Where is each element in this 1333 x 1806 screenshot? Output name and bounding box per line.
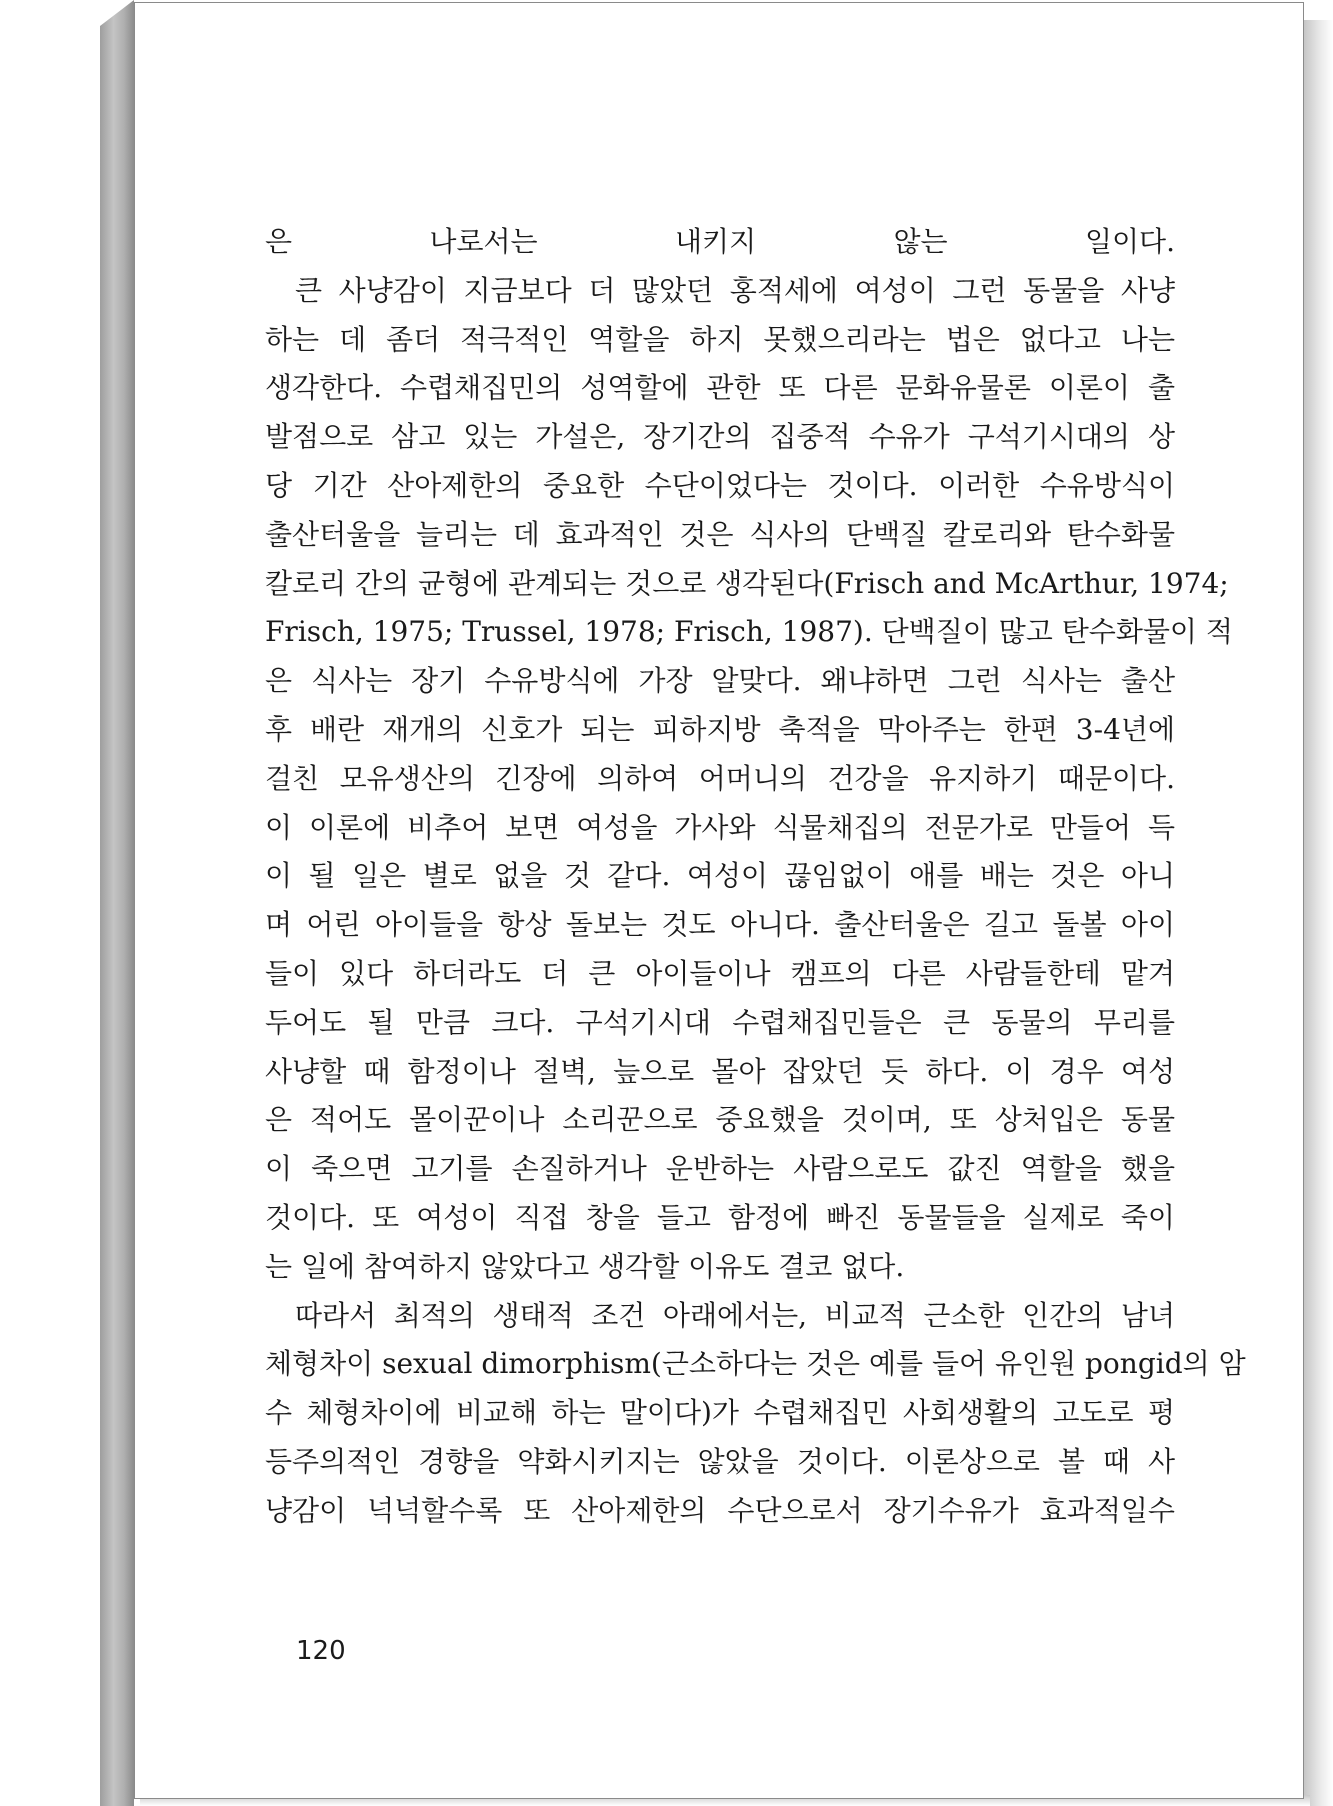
text-line: 은 나로서는 내키지 않는 일이다. [265,225,1175,258]
text-line: 발점으로 삼고 있는 가설은, 장기간의 집중적 수유가 구석기시대의 상 [265,420,1175,454]
text-line: 들이 있다 하더라도 더 큰 아이들이나 캠프의 다른 사람들한테 맡겨 [265,956,1175,990]
text-line: 는 일에 참여하지 않았다고 생각할 이유도 결코 없다. [265,1249,905,1283]
text-line: 수 체형차이에 비교해 하는 말이다)가 수렵채집민 사회생활의 고도로 평 [265,1396,1175,1430]
text-line: 것이다. 또 여성이 직접 창을 들고 함정에 빠진 동물들을 실제로 죽이 [265,1200,1175,1234]
text-line: 은 식사는 장기 수유방식에 가장 알맞다. 왜냐하면 그런 식사는 출산 [265,664,1175,698]
text-line: 당 기간 산아제한의 중요한 수단이었다는 것이다. 이러한 수유방식이 [265,468,1175,502]
text-line: 체형차이 sexual dimorphism(근소하다는 것은 예를 들어 유인원 pongid의 암 [265,1347,1246,1381]
page-shadow-right [1300,20,1333,1806]
text-line: 은 적어도 몰이꾼이나 소리꾼으로 중요했을 것이며, 또 상처입은 동물 [265,1103,1175,1137]
text-line: 따라서 최적의 생태적 조건 아래에서는, 비교적 근소한 인간의 남녀 [295,1298,1175,1332]
text-line: 두어도 될 만큼 크다. 구석기시대 수렵채집민들은 큰 동물의 무리를 [265,1005,1175,1039]
text-line: 이 될 일은 별로 없을 것 같다. 여성이 끊임없이 애를 배는 것은 아니 [265,859,1175,893]
text-line: 등주의적인 경향을 약화시키지는 않았을 것이다. 이론상으로 볼 때 사 [265,1444,1175,1478]
text-line: 후 배란 재개의 신호가 되는 피하지방 축적을 막아주는 한편 3-4년에 [265,712,1175,746]
page-body-text [265,218,1246,1536]
text-line: 생각한다. 수렵채집민의 성역할에 관한 또 다른 문화유물론 이론이 출 [265,371,1175,405]
text-line: 이 죽으면 고기를 손질하거나 운반하는 사람으로도 값진 역할을 했을 [265,1152,1175,1186]
text-line: 큰 사냥감이 지금보다 더 많았던 홍적세에 여성이 그런 동물을 사냥 [295,273,1175,307]
page-number: 120 [296,1636,346,1666]
text-line: 하는 데 좀더 적극적인 역할을 하지 못했으리라는 법은 없다고 나는 [265,322,1175,356]
text-line: 걸친 모유생산의 긴장에 의하여 어머니의 건강을 유지하기 때문이다. [265,761,1175,795]
text-line: 이 이론에 비추어 보면 여성을 가사와 식물채집의 전문가로 만들어 득 [265,810,1175,844]
text-line: 사냥할 때 함정이나 절벽, 늪으로 몰아 잡았던 듯 하다. 이 경우 여성 [265,1054,1175,1088]
book-spine-edge [100,0,134,1806]
book-spine-corner [100,0,134,26]
text-line: 출산터울을 늘리는 데 효과적인 것은 식사의 단백질 칼로리와 탄수화물 [265,517,1175,551]
text-line: 냥감이 넉넉할수록 또 산아제한의 수단으로서 장기수유가 효과적일수 [265,1493,1175,1527]
text-line: 칼로리 간의 균형에 관계되는 것으로 생각된다(Frisch and McArthur, 1974; [265,566,1229,600]
text-line: Frisch, 1975; Trussel, 1978; Frisch, 1987). 단백질이 많고 탄수화물이 적 [265,615,1233,649]
text-line: 며 어린 아이들을 항상 돌보는 것도 아니다. 출산터울은 길고 돌볼 아이 [265,908,1175,942]
